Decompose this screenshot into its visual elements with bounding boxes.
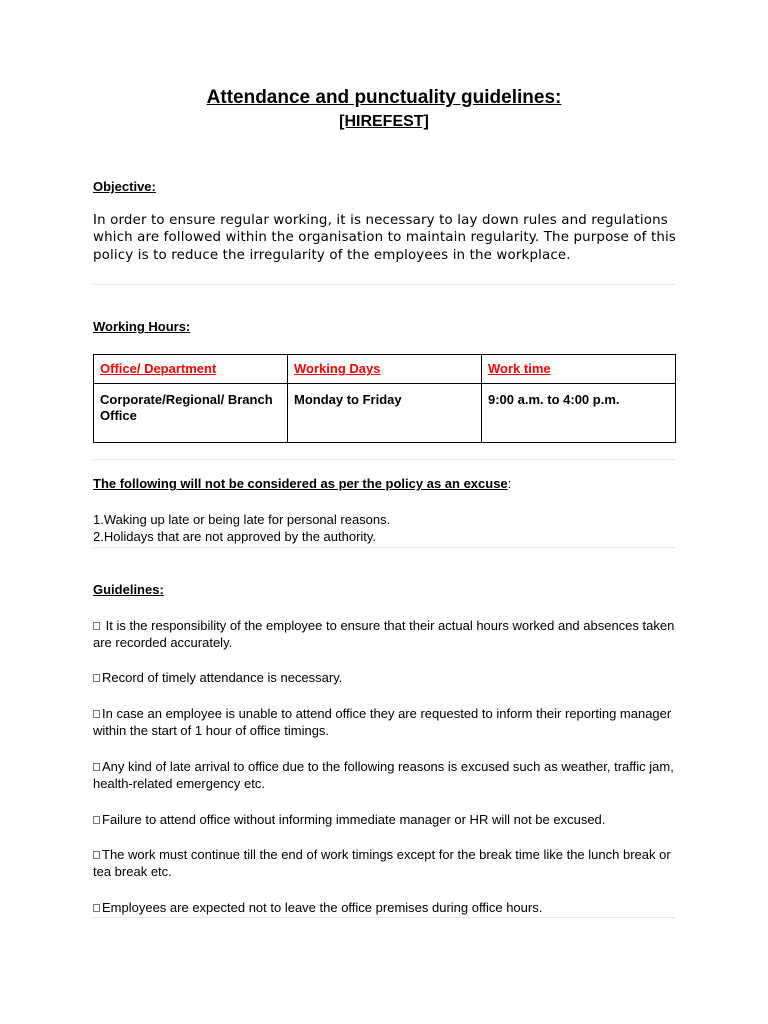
list-item <box>93 811 678 828</box>
excuses-heading-text: The following will not be considered as per the policy as an excuse <box>93 476 508 491</box>
objective-text: In order to ensure regular working, it is necessary to lay down rules and regulations which are followed within the organisation to maintain regularity. The purpose of this policy is to reduce the irregularity of the employees in the workplace. <box>93 213 676 263</box>
column-header-office: Office/ Department <box>94 355 288 384</box>
section-divider <box>93 459 676 460</box>
column-header-time: Work time <box>482 355 676 384</box>
bullet-box-icon <box>93 763 100 771</box>
table-cell-days: Monday to Friday <box>288 384 482 443</box>
bullet-box-icon <box>93 674 100 682</box>
guideline-text: In case an employee is unable to attend office they are requested to inform their reporting manager within the start of 1 hour of office timings. <box>93 706 672 738</box>
bullet-box-icon <box>93 816 100 824</box>
table-row <box>94 384 676 443</box>
page-title: Attendance and punctuality guidelines: <box>206 87 562 108</box>
bullet-box-icon <box>93 710 100 718</box>
section-divider <box>93 284 676 285</box>
working-hours-table <box>93 354 676 443</box>
table-cell-office: Corporate/Regional/ Branch Office <box>94 384 288 443</box>
bullet-box-icon <box>93 622 100 630</box>
excuses-heading <box>93 476 511 492</box>
excuses-heading-colon: : <box>507 476 512 491</box>
guideline-text: Employees are expected not to leave the office premises during office hours. <box>102 900 543 915</box>
guideline-text: Record of timely attendance is necessary. <box>102 670 343 685</box>
list-item <box>93 899 678 916</box>
section-divider <box>93 547 676 548</box>
section-divider <box>93 917 676 918</box>
table-header-row <box>94 355 676 384</box>
guideline-text: It is the responsibility of the employee to ensure that their actual hours worked and absences taken are recorded accurately. <box>93 618 675 650</box>
guidelines-heading: Guidelines: <box>93 582 164 597</box>
list-item <box>93 705 678 739</box>
table-cell-time: 9:00 a.m. to 4:00 p.m. <box>482 384 676 443</box>
list-item: 1.Waking up late or being late for personal reasons. <box>93 512 391 527</box>
column-header-days: Working Days <box>288 355 482 384</box>
bullet-box-icon <box>93 851 100 859</box>
list-item <box>93 617 678 651</box>
list-item: 2.Holidays that are not approved by the authority. <box>93 529 377 544</box>
bullet-box-icon <box>93 904 100 912</box>
guideline-text: The work must continue till the end of work timings except for the break time like the lunch break or tea break etc. <box>93 847 671 879</box>
guideline-text: Failure to attend office without informing immediate manager or HR will not be excused. <box>102 812 606 827</box>
list-item <box>93 846 678 880</box>
page-subtitle: [HIREFEST] <box>339 113 429 130</box>
list-item <box>93 758 678 792</box>
guideline-text: Any kind of late arrival to office due to the following reasons is excused such as weather, traffic jam, health-related emergency etc. <box>93 759 674 791</box>
list-item <box>93 669 678 686</box>
objective-heading: Objective: <box>93 179 156 194</box>
working-hours-heading: Working Hours: <box>93 319 191 334</box>
